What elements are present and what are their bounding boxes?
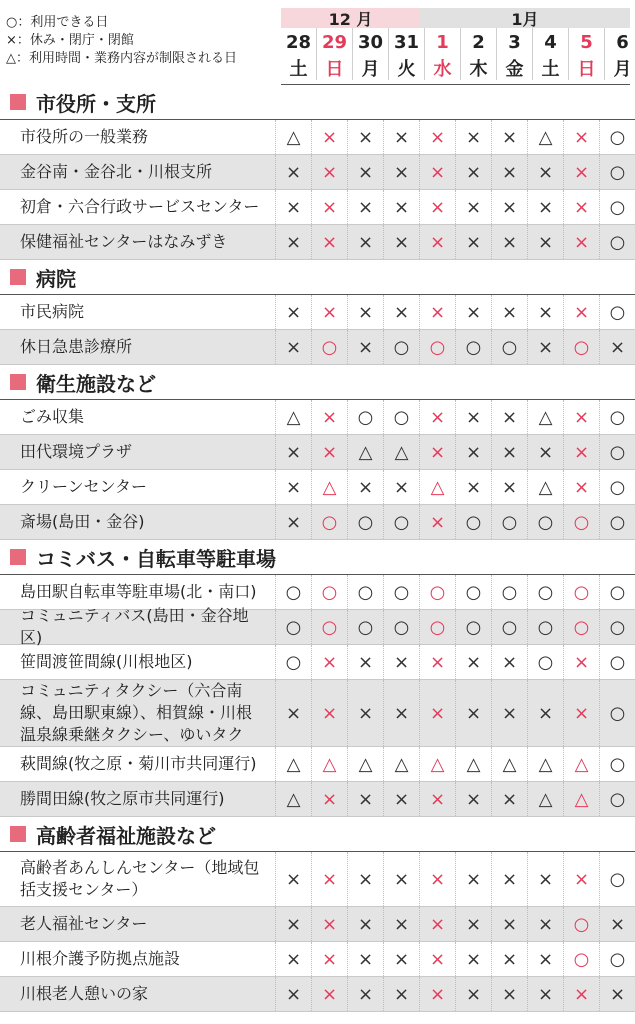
date-5: 5 [568, 28, 604, 56]
status-mark: △ [527, 747, 563, 781]
status-mark: ○ [347, 505, 383, 539]
status-mark: × [311, 977, 347, 1011]
legend-available: ○：利用できる日 [6, 15, 109, 30]
status-mark: × [563, 225, 599, 259]
section-title-text: 病院 [36, 266, 76, 291]
weekday-1: 水 [424, 56, 460, 80]
section-marker-icon [10, 374, 26, 390]
status-mark: ○ [275, 575, 311, 609]
status-mark: × [383, 782, 419, 816]
status-mark: × [455, 155, 491, 189]
status-mark: × [347, 155, 383, 189]
status-mark: ○ [275, 645, 311, 679]
status-mark: × [347, 120, 383, 154]
status-mark: × [383, 225, 419, 259]
status-mark: ○ [599, 225, 635, 259]
status-mark: × [563, 155, 599, 189]
status-mark: × [275, 977, 311, 1011]
status-mark: × [311, 680, 347, 746]
status-mark: × [491, 435, 527, 469]
status-mark: × [455, 435, 491, 469]
status-mark: × [311, 782, 347, 816]
status-mark: × [419, 680, 455, 746]
status-mark: × [455, 120, 491, 154]
section-title [0, 365, 635, 400]
status-mark: ○ [563, 575, 599, 609]
status-mark: × [455, 645, 491, 679]
facility-name: 笹間渡笹間線(川根地区) [20, 652, 193, 671]
status-mark: × [563, 120, 599, 154]
status-mark: ○ [527, 575, 563, 609]
status-mark: △ [527, 782, 563, 816]
status-mark: × [419, 225, 455, 259]
status-mark: × [275, 225, 311, 259]
facility-name: 斎場(島田・金谷) [20, 512, 145, 531]
status-mark: ○ [491, 610, 527, 644]
status-mark: △ [491, 747, 527, 781]
status-mark: ○ [455, 575, 491, 609]
status-mark: × [455, 225, 491, 259]
facility-name: 市役所の一般業務 [20, 127, 149, 146]
status-mark: △ [347, 435, 383, 469]
status-mark: ○ [563, 505, 599, 539]
section-title-text: 市役所・支所 [36, 91, 156, 116]
status-mark: ○ [383, 575, 419, 609]
status-mark: × [491, 120, 527, 154]
status-mark: × [275, 470, 311, 504]
status-mark: × [419, 295, 455, 329]
status-mark: × [311, 295, 347, 329]
status-mark: × [527, 190, 563, 224]
table-row [0, 400, 635, 435]
status-mark: △ [527, 470, 563, 504]
status-mark: × [311, 190, 347, 224]
section-title [0, 260, 635, 295]
date-3: 3 [496, 28, 532, 56]
section-title-text: 衛生施設など [36, 371, 156, 396]
section-marker-icon [10, 269, 26, 285]
status-mark: × [419, 645, 455, 679]
status-mark: ○ [599, 645, 635, 679]
section-title-text: 高齢者福祉施設など [36, 823, 216, 848]
status-mark: × [275, 505, 311, 539]
status-mark: ○ [275, 610, 311, 644]
status-mark: × [383, 120, 419, 154]
facility-name: ごみ収集 [20, 407, 85, 426]
weekday-28: 土 [289, 59, 308, 80]
section-marker-icon [10, 549, 26, 565]
facility-name: 田代環境プラザ [20, 442, 133, 461]
facility-name: コミュニティタクシー（六合南線、島田駅東線）、相賀線・川根温泉線乗継タクシー、ゆいタク [20, 681, 253, 744]
status-mark: ○ [599, 782, 635, 816]
table-row [0, 907, 635, 942]
status-mark: × [419, 852, 455, 906]
status-mark: × [383, 907, 419, 941]
status-mark: × [491, 470, 527, 504]
status-mark: ○ [563, 907, 599, 941]
status-mark: ○ [383, 505, 419, 539]
facility-name: 川根老人憩いの家 [20, 984, 149, 1003]
facility-name: 萩間線(牧之原・菊川市共同運行) [20, 754, 257, 773]
status-mark: △ [563, 747, 599, 781]
status-mark: × [563, 190, 599, 224]
facility-name: コミュニティバス(島田・金谷地区) [20, 606, 249, 647]
status-mark: × [491, 907, 527, 941]
facility-name: 老人福祉センター [20, 914, 148, 933]
status-mark: × [347, 942, 383, 976]
status-mark: × [527, 852, 563, 906]
status-mark: × [275, 295, 311, 329]
table-row [0, 225, 635, 260]
status-mark: × [311, 907, 347, 941]
status-mark: × [563, 645, 599, 679]
status-mark: × [383, 852, 419, 906]
status-mark: ○ [563, 610, 599, 644]
date-29: 29 [316, 28, 352, 56]
section-title [0, 85, 635, 120]
facility-name: 高齢者あんしんセンター（地域包括支援センター） [20, 858, 260, 899]
table-row [0, 190, 635, 225]
status-mark: ○ [383, 610, 419, 644]
status-mark: × [275, 680, 311, 746]
status-mark: × [491, 155, 527, 189]
status-mark: △ [311, 470, 347, 504]
status-mark: × [383, 155, 419, 189]
status-mark: × [455, 852, 491, 906]
status-mark: × [455, 295, 491, 329]
weekday-5: 日 [568, 56, 604, 80]
status-mark: ○ [311, 505, 347, 539]
status-mark: ○ [347, 400, 383, 434]
facility-name: 金谷南・金谷北・川根支所 [20, 162, 213, 181]
status-mark: △ [419, 470, 455, 504]
section-title [0, 540, 635, 575]
weekday-29: 日 [316, 56, 352, 80]
status-mark: ○ [599, 295, 635, 329]
status-mark: △ [275, 747, 311, 781]
status-mark: × [599, 907, 635, 941]
legend-closed: ×：休み・閉庁・閉館 [6, 33, 134, 48]
status-mark: × [599, 977, 635, 1011]
status-mark: × [419, 977, 455, 1011]
table-row [0, 330, 635, 365]
status-mark: △ [275, 120, 311, 154]
status-mark: △ [275, 400, 311, 434]
status-mark: × [563, 295, 599, 329]
status-mark: ○ [599, 470, 635, 504]
section-title-text: コミバス・自転車等駐車場 [36, 546, 276, 571]
status-mark: ○ [491, 330, 527, 364]
status-mark: △ [311, 747, 347, 781]
date-header [281, 8, 635, 80]
status-mark: × [491, 977, 527, 1011]
status-mark: ○ [599, 505, 635, 539]
weekday-2: 木 [460, 56, 496, 80]
facility-name: 休日急患診療所 [20, 337, 133, 356]
facility-name: 保健福祉センターはなみずき [20, 232, 228, 251]
status-mark: × [311, 400, 347, 434]
status-mark: × [275, 907, 311, 941]
status-mark: × [383, 190, 419, 224]
status-mark: × [383, 295, 419, 329]
status-mark: × [275, 435, 311, 469]
status-mark: ○ [455, 505, 491, 539]
status-mark: × [347, 295, 383, 329]
facility-name: 勝間田線(牧之原市共同運行) [20, 789, 225, 808]
status-mark: × [347, 907, 383, 941]
facility-name: 島田駅自転車等駐車場(北・南口) [20, 582, 257, 601]
status-mark: △ [347, 747, 383, 781]
facility-name: クリーンセンター [20, 477, 148, 496]
status-mark: × [275, 155, 311, 189]
status-mark: × [419, 435, 455, 469]
status-mark: △ [527, 120, 563, 154]
status-mark: × [383, 470, 419, 504]
table-row [0, 782, 635, 817]
status-mark: × [455, 400, 491, 434]
date-6: 6 [604, 28, 635, 56]
status-mark: ○ [347, 610, 383, 644]
status-mark: × [275, 852, 311, 906]
date-28: 28 [285, 31, 312, 53]
status-mark: △ [383, 747, 419, 781]
status-mark: × [419, 942, 455, 976]
status-mark: × [527, 942, 563, 976]
status-mark: × [563, 400, 599, 434]
status-mark: ○ [419, 610, 455, 644]
status-mark: ○ [599, 852, 635, 906]
status-mark: ○ [491, 505, 527, 539]
status-mark: × [491, 852, 527, 906]
table-row [0, 942, 635, 977]
facility-name: 川根介護予防拠点施設 [20, 949, 181, 968]
status-mark: ○ [527, 610, 563, 644]
status-mark: × [599, 330, 635, 364]
status-mark: ○ [347, 575, 383, 609]
status-mark: △ [455, 747, 491, 781]
status-mark: × [491, 782, 527, 816]
table-row [0, 852, 635, 907]
status-mark: ○ [527, 645, 563, 679]
weekday-3: 金 [496, 56, 532, 80]
status-mark: △ [275, 782, 311, 816]
status-mark: △ [419, 747, 455, 781]
status-mark: ○ [599, 400, 635, 434]
status-mark: × [527, 155, 563, 189]
status-mark: ○ [599, 747, 635, 781]
status-mark: × [383, 942, 419, 976]
weekday-row [281, 56, 635, 80]
status-mark: × [491, 645, 527, 679]
day-row [281, 28, 635, 56]
status-mark: × [491, 295, 527, 329]
weekday-30: 月 [352, 56, 388, 80]
status-mark: × [419, 505, 455, 539]
date-1: 1 [424, 28, 460, 56]
status-mark: × [527, 330, 563, 364]
status-mark: × [491, 190, 527, 224]
section-marker-icon [10, 826, 26, 842]
weekday-31: 火 [388, 56, 424, 80]
status-mark: × [311, 155, 347, 189]
status-mark: × [491, 942, 527, 976]
status-mark: × [563, 852, 599, 906]
status-mark: ○ [599, 942, 635, 976]
status-mark: × [311, 435, 347, 469]
table-row [0, 505, 635, 540]
status-mark: × [491, 400, 527, 434]
date-31: 31 [388, 28, 424, 56]
status-mark: ○ [599, 155, 635, 189]
date-2: 2 [460, 28, 496, 56]
status-mark: ○ [383, 400, 419, 434]
status-mark: × [527, 977, 563, 1011]
status-mark: × [455, 942, 491, 976]
status-mark: × [419, 155, 455, 189]
month-january: 1月 [420, 8, 630, 28]
status-mark: × [275, 330, 311, 364]
table-row [0, 470, 635, 505]
status-mark: × [347, 852, 383, 906]
status-mark: × [419, 400, 455, 434]
status-mark: × [311, 942, 347, 976]
weekday-6: 月 [604, 56, 635, 80]
facility-name: 市民病院 [20, 302, 85, 321]
status-mark: ○ [563, 942, 599, 976]
status-mark: × [455, 977, 491, 1011]
status-mark: ○ [527, 505, 563, 539]
table-row [0, 747, 635, 782]
status-mark: × [455, 680, 491, 746]
facility-name: 初倉・六合行政サービスセンター [20, 197, 260, 216]
status-mark: × [455, 782, 491, 816]
legend [6, 14, 237, 68]
section-marker-icon [10, 94, 26, 110]
status-mark: × [347, 330, 383, 364]
status-mark: × [347, 225, 383, 259]
status-mark: × [491, 225, 527, 259]
table-row [0, 120, 635, 155]
status-mark: × [347, 680, 383, 746]
date-4: 4 [532, 28, 568, 56]
status-mark: ○ [455, 330, 491, 364]
status-mark: ○ [599, 120, 635, 154]
legend-limited: △：利用時間・業務内容が制限される日 [6, 51, 237, 66]
status-mark: × [455, 470, 491, 504]
status-mark: × [455, 190, 491, 224]
status-mark: × [563, 680, 599, 746]
status-mark: ○ [311, 575, 347, 609]
status-mark: ○ [419, 330, 455, 364]
status-mark: × [311, 645, 347, 679]
table-row [0, 645, 635, 680]
status-mark: × [563, 435, 599, 469]
status-mark: △ [383, 435, 419, 469]
header [0, 0, 635, 85]
status-mark: × [527, 907, 563, 941]
status-mark: ○ [311, 610, 347, 644]
table-row [0, 295, 635, 330]
month-december: 12 月 [281, 8, 420, 28]
table-row [0, 680, 635, 747]
status-mark: ○ [455, 610, 491, 644]
status-mark: × [455, 907, 491, 941]
status-mark: ○ [599, 435, 635, 469]
status-mark: × [347, 190, 383, 224]
status-mark: × [383, 977, 419, 1011]
status-mark: × [527, 225, 563, 259]
status-mark: × [527, 295, 563, 329]
status-mark: ○ [599, 680, 635, 746]
status-mark: ○ [563, 330, 599, 364]
status-mark: × [311, 120, 347, 154]
status-mark: × [311, 225, 347, 259]
status-mark: × [527, 680, 563, 746]
status-mark: × [383, 645, 419, 679]
status-mark: ○ [419, 575, 455, 609]
status-mark: ○ [311, 330, 347, 364]
status-mark: ○ [383, 330, 419, 364]
status-mark: × [383, 680, 419, 746]
status-mark: × [347, 470, 383, 504]
status-mark: × [275, 942, 311, 976]
status-mark: ○ [599, 190, 635, 224]
status-mark: × [563, 977, 599, 1011]
schedule-body [0, 85, 635, 1012]
status-mark: × [563, 470, 599, 504]
status-mark: × [347, 977, 383, 1011]
status-mark: × [527, 435, 563, 469]
status-mark: × [347, 645, 383, 679]
status-mark: × [419, 907, 455, 941]
status-mark: × [491, 680, 527, 746]
table-row [0, 606, 635, 647]
status-mark: × [419, 782, 455, 816]
status-mark: ○ [491, 575, 527, 609]
status-mark: × [275, 190, 311, 224]
status-mark: × [419, 190, 455, 224]
weekday-4: 土 [532, 56, 568, 80]
section-title [0, 817, 635, 852]
status-mark: × [311, 852, 347, 906]
status-mark: × [347, 782, 383, 816]
status-mark: ○ [599, 610, 635, 644]
table-row [0, 155, 635, 190]
status-mark: △ [527, 400, 563, 434]
status-mark: △ [563, 782, 599, 816]
status-mark: ○ [599, 575, 635, 609]
table-row [0, 435, 635, 470]
status-mark: × [419, 120, 455, 154]
date-30: 30 [352, 28, 388, 56]
table-row [0, 977, 635, 1012]
